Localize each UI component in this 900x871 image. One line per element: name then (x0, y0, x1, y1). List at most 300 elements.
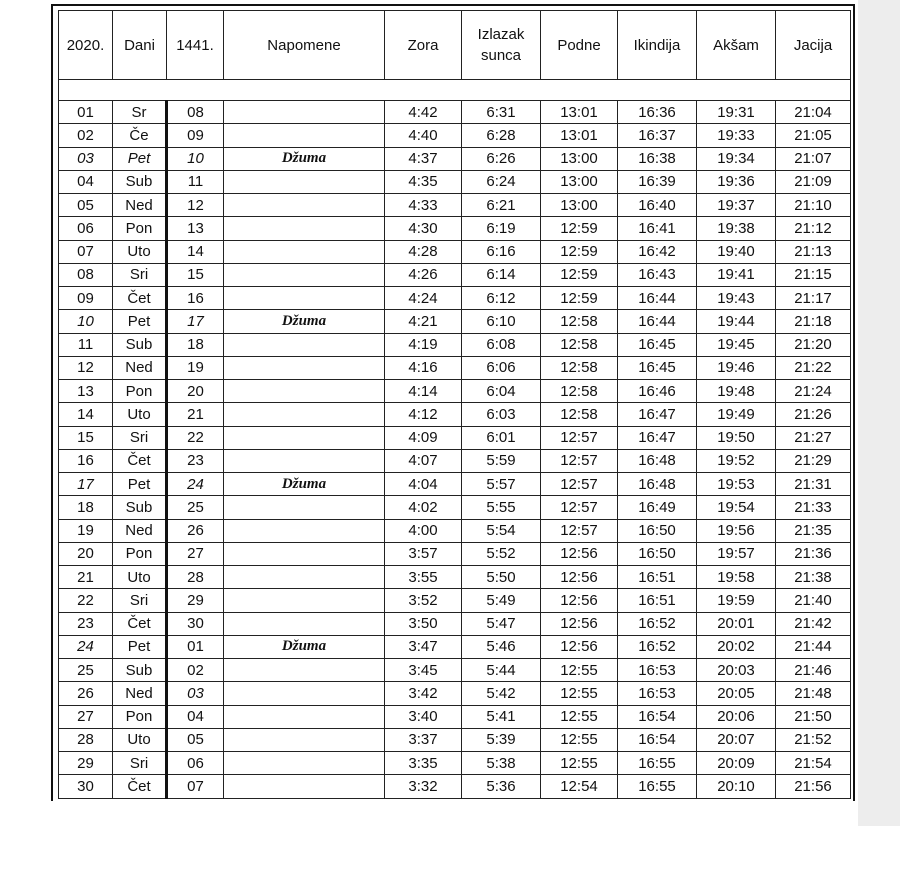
night-cell: 21:15 (776, 263, 851, 286)
sunset-cell: 20:03 (697, 659, 776, 682)
noon-cell: 12:59 (541, 263, 618, 286)
hijri-cell: 19 (167, 356, 224, 379)
dawn-cell: 4:04 (385, 473, 462, 496)
date-cell: 23 (59, 612, 113, 635)
table-row (59, 333, 851, 356)
sunset-cell: 19:53 (697, 473, 776, 496)
sunset-cell: 19:46 (697, 356, 776, 379)
header-day: Dani (113, 11, 167, 80)
hijri-cell: 02 (167, 659, 224, 682)
night-cell: 21:36 (776, 542, 851, 565)
table-row (59, 728, 851, 751)
date-cell: 08 (59, 263, 113, 286)
sunrise-cell: 5:57 (462, 473, 541, 496)
table-row (59, 287, 851, 310)
night-cell: 21:46 (776, 659, 851, 682)
hijri-cell: 06 (167, 752, 224, 775)
day-cell: Če (113, 124, 167, 147)
day-cell: Pet (113, 147, 167, 170)
afternoon-cell: 16:42 (618, 240, 697, 263)
night-cell: 21:18 (776, 310, 851, 333)
date-cell: 03 (59, 147, 113, 170)
table-row (59, 124, 851, 147)
table-row (59, 659, 851, 682)
table-body (59, 101, 851, 799)
day-cell: Sub (113, 170, 167, 193)
day-cell: Pet (113, 310, 167, 333)
night-cell: 21:05 (776, 124, 851, 147)
hijri-cell: 15 (167, 263, 224, 286)
sunset-cell: 19:36 (697, 170, 776, 193)
dawn-cell: 3:42 (385, 682, 462, 705)
note-cell (224, 194, 385, 217)
sunrise-cell: 6:19 (462, 217, 541, 240)
sunrise-cell: 5:59 (462, 449, 541, 472)
dawn-cell: 3:52 (385, 589, 462, 612)
night-cell: 21:38 (776, 566, 851, 589)
day-cell: Sub (113, 496, 167, 519)
note-cell (224, 287, 385, 310)
header-sunrise: Izlazak sunca (462, 11, 541, 80)
table-row (59, 705, 851, 728)
date-cell: 14 (59, 403, 113, 426)
afternoon-cell: 16:53 (618, 682, 697, 705)
table-row (59, 473, 851, 496)
date-cell: 29 (59, 752, 113, 775)
dawn-cell: 4:19 (385, 333, 462, 356)
note-cell (224, 240, 385, 263)
night-cell: 21:50 (776, 705, 851, 728)
night-cell: 21:10 (776, 194, 851, 217)
date-cell: 04 (59, 170, 113, 193)
note-cell (224, 775, 385, 798)
afternoon-cell: 16:54 (618, 705, 697, 728)
date-cell: 16 (59, 449, 113, 472)
date-cell: 10 (59, 310, 113, 333)
sunset-cell: 20:07 (697, 728, 776, 751)
hijri-cell: 27 (167, 542, 224, 565)
note-cell (224, 542, 385, 565)
date-cell: 30 (59, 775, 113, 798)
sunrise-cell: 5:49 (462, 589, 541, 612)
noon-cell: 12:56 (541, 566, 618, 589)
noon-cell: 12:55 (541, 682, 618, 705)
night-cell: 21:09 (776, 170, 851, 193)
night-cell: 21:33 (776, 496, 851, 519)
header-noon: Podne (541, 11, 618, 80)
note-cell (224, 101, 385, 124)
hijri-cell: 22 (167, 426, 224, 449)
afternoon-cell: 16:43 (618, 263, 697, 286)
night-cell: 21:35 (776, 519, 851, 542)
note-cell (224, 589, 385, 612)
table-row (59, 310, 851, 333)
noon-cell: 12:59 (541, 287, 618, 310)
note-cell (224, 519, 385, 542)
sunrise-cell: 6:14 (462, 263, 541, 286)
sunset-cell: 19:45 (697, 333, 776, 356)
note-cell: Džuma (224, 147, 385, 170)
dawn-cell: 4:00 (385, 519, 462, 542)
day-cell: Čet (113, 612, 167, 635)
afternoon-cell: 16:47 (618, 426, 697, 449)
dawn-cell: 4:02 (385, 496, 462, 519)
sunrise-cell: 6:03 (462, 403, 541, 426)
noon-cell: 12:58 (541, 403, 618, 426)
day-cell: Čet (113, 449, 167, 472)
sunrise-cell: 5:42 (462, 682, 541, 705)
table-row (59, 682, 851, 705)
header-row (59, 11, 851, 80)
header-hijri: 1441. (167, 11, 224, 80)
day-cell: Ned (113, 194, 167, 217)
note-cell (224, 612, 385, 635)
table-row (59, 449, 851, 472)
table-row (59, 217, 851, 240)
right-margin-strip (858, 0, 900, 826)
night-cell: 21:24 (776, 380, 851, 403)
header-afternoon: Ikindija (618, 11, 697, 80)
hijri-cell: 03 (167, 682, 224, 705)
hijri-cell: 24 (167, 473, 224, 496)
hijri-cell: 26 (167, 519, 224, 542)
date-cell: 21 (59, 566, 113, 589)
noon-cell: 12:57 (541, 519, 618, 542)
sunset-cell: 20:05 (697, 682, 776, 705)
hijri-cell: 04 (167, 705, 224, 728)
hijri-cell: 28 (167, 566, 224, 589)
noon-cell: 12:58 (541, 356, 618, 379)
date-cell: 15 (59, 426, 113, 449)
noon-cell: 12:57 (541, 496, 618, 519)
night-cell: 21:13 (776, 240, 851, 263)
noon-cell: 12:58 (541, 333, 618, 356)
day-cell: Sri (113, 263, 167, 286)
night-cell: 21:04 (776, 101, 851, 124)
noon-cell: 12:57 (541, 426, 618, 449)
day-cell: Pet (113, 635, 167, 658)
note-cell (224, 659, 385, 682)
table-row (59, 147, 851, 170)
sunrise-cell: 5:46 (462, 635, 541, 658)
day-cell: Sub (113, 659, 167, 682)
afternoon-cell: 16:44 (618, 310, 697, 333)
sunrise-cell: 6:04 (462, 380, 541, 403)
table-row (59, 101, 851, 124)
afternoon-cell: 16:44 (618, 287, 697, 310)
dawn-cell: 4:42 (385, 101, 462, 124)
sunrise-cell: 5:39 (462, 728, 541, 751)
afternoon-cell: 16:40 (618, 194, 697, 217)
afternoon-cell: 16:47 (618, 403, 697, 426)
sunrise-cell: 6:28 (462, 124, 541, 147)
date-cell: 25 (59, 659, 113, 682)
noon-cell: 12:57 (541, 473, 618, 496)
night-cell: 21:44 (776, 635, 851, 658)
header-dawn: Zora (385, 11, 462, 80)
note-cell: Džuma (224, 635, 385, 658)
sunrise-cell: 6:24 (462, 170, 541, 193)
sunrise-cell: 5:38 (462, 752, 541, 775)
day-cell: Pon (113, 380, 167, 403)
table-row (59, 426, 851, 449)
dawn-cell: 3:50 (385, 612, 462, 635)
note-cell (224, 403, 385, 426)
day-cell: Uto (113, 240, 167, 263)
sunrise-cell: 6:10 (462, 310, 541, 333)
noon-cell: 12:56 (541, 612, 618, 635)
day-cell: Sub (113, 333, 167, 356)
sunset-cell: 20:09 (697, 752, 776, 775)
note-cell (224, 682, 385, 705)
table-row (59, 496, 851, 519)
date-cell: 22 (59, 589, 113, 612)
header-sunset: Akšam (697, 11, 776, 80)
note-cell (224, 333, 385, 356)
dawn-cell: 3:57 (385, 542, 462, 565)
table-row (59, 170, 851, 193)
night-cell: 21:29 (776, 449, 851, 472)
afternoon-cell: 16:52 (618, 612, 697, 635)
afternoon-cell: 16:52 (618, 635, 697, 658)
sunset-cell: 19:33 (697, 124, 776, 147)
dawn-cell: 3:37 (385, 728, 462, 751)
note-cell (224, 449, 385, 472)
sunset-cell: 19:58 (697, 566, 776, 589)
prayer-times-table (58, 10, 851, 799)
dawn-cell: 4:09 (385, 426, 462, 449)
night-cell: 21:56 (776, 775, 851, 798)
note-cell (224, 752, 385, 775)
dawn-cell: 4:24 (385, 287, 462, 310)
sunset-cell: 19:43 (697, 287, 776, 310)
dawn-cell: 3:35 (385, 752, 462, 775)
date-cell: 12 (59, 356, 113, 379)
sunrise-cell: 6:12 (462, 287, 541, 310)
date-cell: 13 (59, 380, 113, 403)
sunrise-cell: 6:08 (462, 333, 541, 356)
day-cell: Čet (113, 287, 167, 310)
afternoon-cell: 16:36 (618, 101, 697, 124)
noon-cell: 12:59 (541, 217, 618, 240)
dawn-cell: 4:40 (385, 124, 462, 147)
afternoon-cell: 16:50 (618, 519, 697, 542)
sunset-cell: 19:54 (697, 496, 776, 519)
date-cell: 09 (59, 287, 113, 310)
noon-cell: 12:56 (541, 542, 618, 565)
note-cell (224, 728, 385, 751)
afternoon-cell: 16:45 (618, 356, 697, 379)
date-cell: 27 (59, 705, 113, 728)
afternoon-cell: 16:46 (618, 380, 697, 403)
day-cell: Pon (113, 542, 167, 565)
table-row (59, 194, 851, 217)
sunset-cell: 19:49 (697, 403, 776, 426)
hijri-cell: 23 (167, 449, 224, 472)
hijri-cell: 11 (167, 170, 224, 193)
sunset-cell: 20:10 (697, 775, 776, 798)
sunrise-cell: 6:26 (462, 147, 541, 170)
afternoon-cell: 16:53 (618, 659, 697, 682)
noon-cell: 12:56 (541, 635, 618, 658)
date-cell: 01 (59, 101, 113, 124)
hijri-cell: 10 (167, 147, 224, 170)
noon-cell: 12:55 (541, 659, 618, 682)
sunrise-cell: 5:55 (462, 496, 541, 519)
table-row (59, 240, 851, 263)
day-cell: Ned (113, 519, 167, 542)
hijri-cell: 01 (167, 635, 224, 658)
dawn-cell: 3:47 (385, 635, 462, 658)
note-cell (224, 217, 385, 240)
spacer-cell (59, 80, 851, 101)
afternoon-cell: 16:50 (618, 542, 697, 565)
afternoon-cell: 16:38 (618, 147, 697, 170)
hijri-cell: 20 (167, 380, 224, 403)
sunrise-cell: 6:21 (462, 194, 541, 217)
sunset-cell: 19:37 (697, 194, 776, 217)
table-row (59, 566, 851, 589)
note-cell: Džuma (224, 310, 385, 333)
afternoon-cell: 16:48 (618, 449, 697, 472)
hijri-cell: 13 (167, 217, 224, 240)
noon-cell: 12:54 (541, 775, 618, 798)
date-cell: 18 (59, 496, 113, 519)
hijri-cell: 07 (167, 775, 224, 798)
night-cell: 21:42 (776, 612, 851, 635)
sunset-cell: 20:06 (697, 705, 776, 728)
sunrise-cell: 6:31 (462, 101, 541, 124)
day-cell: Pet (113, 473, 167, 496)
sunrise-cell: 5:44 (462, 659, 541, 682)
night-cell: 21:26 (776, 403, 851, 426)
note-cell (224, 263, 385, 286)
night-cell: 21:40 (776, 589, 851, 612)
sunset-cell: 19:57 (697, 542, 776, 565)
note-cell: Džuma (224, 473, 385, 496)
afternoon-cell: 16:54 (618, 728, 697, 751)
hijri-cell: 05 (167, 728, 224, 751)
table-row (59, 519, 851, 542)
note-cell (224, 426, 385, 449)
noon-cell: 13:00 (541, 194, 618, 217)
noon-cell: 12:55 (541, 705, 618, 728)
header-night: Jacija (776, 11, 851, 80)
hijri-cell: 16 (167, 287, 224, 310)
table-row (59, 263, 851, 286)
sunrise-cell: 5:54 (462, 519, 541, 542)
table-row (59, 380, 851, 403)
hijri-cell: 09 (167, 124, 224, 147)
day-cell: Pon (113, 705, 167, 728)
note-cell (224, 124, 385, 147)
note-cell (224, 170, 385, 193)
afternoon-cell: 16:41 (618, 217, 697, 240)
noon-cell: 13:00 (541, 147, 618, 170)
afternoon-cell: 16:51 (618, 566, 697, 589)
date-cell: 17 (59, 473, 113, 496)
noon-cell: 12:55 (541, 728, 618, 751)
noon-cell: 12:58 (541, 310, 618, 333)
dawn-cell: 4:12 (385, 403, 462, 426)
afternoon-cell: 16:45 (618, 333, 697, 356)
dawn-cell: 4:30 (385, 217, 462, 240)
sunset-cell: 19:56 (697, 519, 776, 542)
dawn-cell: 3:45 (385, 659, 462, 682)
dawn-cell: 4:14 (385, 380, 462, 403)
afternoon-cell: 16:55 (618, 775, 697, 798)
header-notes: Napomene (224, 11, 385, 80)
day-cell: Uto (113, 728, 167, 751)
table-row (59, 589, 851, 612)
day-cell: Čet (113, 775, 167, 798)
dawn-cell: 4:07 (385, 449, 462, 472)
night-cell: 21:31 (776, 473, 851, 496)
dawn-cell: 3:55 (385, 566, 462, 589)
day-cell: Pon (113, 217, 167, 240)
noon-cell: 12:58 (541, 380, 618, 403)
date-cell: 26 (59, 682, 113, 705)
date-cell: 11 (59, 333, 113, 356)
hijri-cell: 25 (167, 496, 224, 519)
afternoon-cell: 16:51 (618, 589, 697, 612)
noon-cell: 12:55 (541, 752, 618, 775)
note-cell (224, 380, 385, 403)
dawn-cell: 4:28 (385, 240, 462, 263)
night-cell: 21:12 (776, 217, 851, 240)
date-cell: 20 (59, 542, 113, 565)
hijri-cell: 12 (167, 194, 224, 217)
sunset-cell: 19:31 (697, 101, 776, 124)
note-cell (224, 705, 385, 728)
spacer-row (59, 80, 851, 101)
hijri-cell: 21 (167, 403, 224, 426)
dawn-cell: 3:32 (385, 775, 462, 798)
sunset-cell: 19:50 (697, 426, 776, 449)
day-cell: Sr (113, 101, 167, 124)
noon-cell: 12:57 (541, 449, 618, 472)
dawn-cell: 4:21 (385, 310, 462, 333)
date-cell: 28 (59, 728, 113, 751)
date-cell: 06 (59, 217, 113, 240)
night-cell: 21:52 (776, 728, 851, 751)
afternoon-cell: 16:39 (618, 170, 697, 193)
sunrise-cell: 5:50 (462, 566, 541, 589)
date-cell: 24 (59, 635, 113, 658)
sunrise-cell: 5:47 (462, 612, 541, 635)
dawn-cell: 4:33 (385, 194, 462, 217)
afternoon-cell: 16:49 (618, 496, 697, 519)
date-cell: 02 (59, 124, 113, 147)
hijri-cell: 18 (167, 333, 224, 356)
note-cell (224, 356, 385, 379)
day-cell: Uto (113, 566, 167, 589)
dawn-cell: 4:16 (385, 356, 462, 379)
dawn-cell: 4:37 (385, 147, 462, 170)
hijri-cell: 08 (167, 101, 224, 124)
table-row (59, 775, 851, 798)
sunrise-cell: 5:52 (462, 542, 541, 565)
table-row (59, 356, 851, 379)
sunset-cell: 19:40 (697, 240, 776, 263)
night-cell: 21:54 (776, 752, 851, 775)
night-cell: 21:20 (776, 333, 851, 356)
night-cell: 21:22 (776, 356, 851, 379)
day-cell: Ned (113, 356, 167, 379)
afternoon-cell: 16:37 (618, 124, 697, 147)
sunset-cell: 19:44 (697, 310, 776, 333)
sunset-cell: 19:41 (697, 263, 776, 286)
